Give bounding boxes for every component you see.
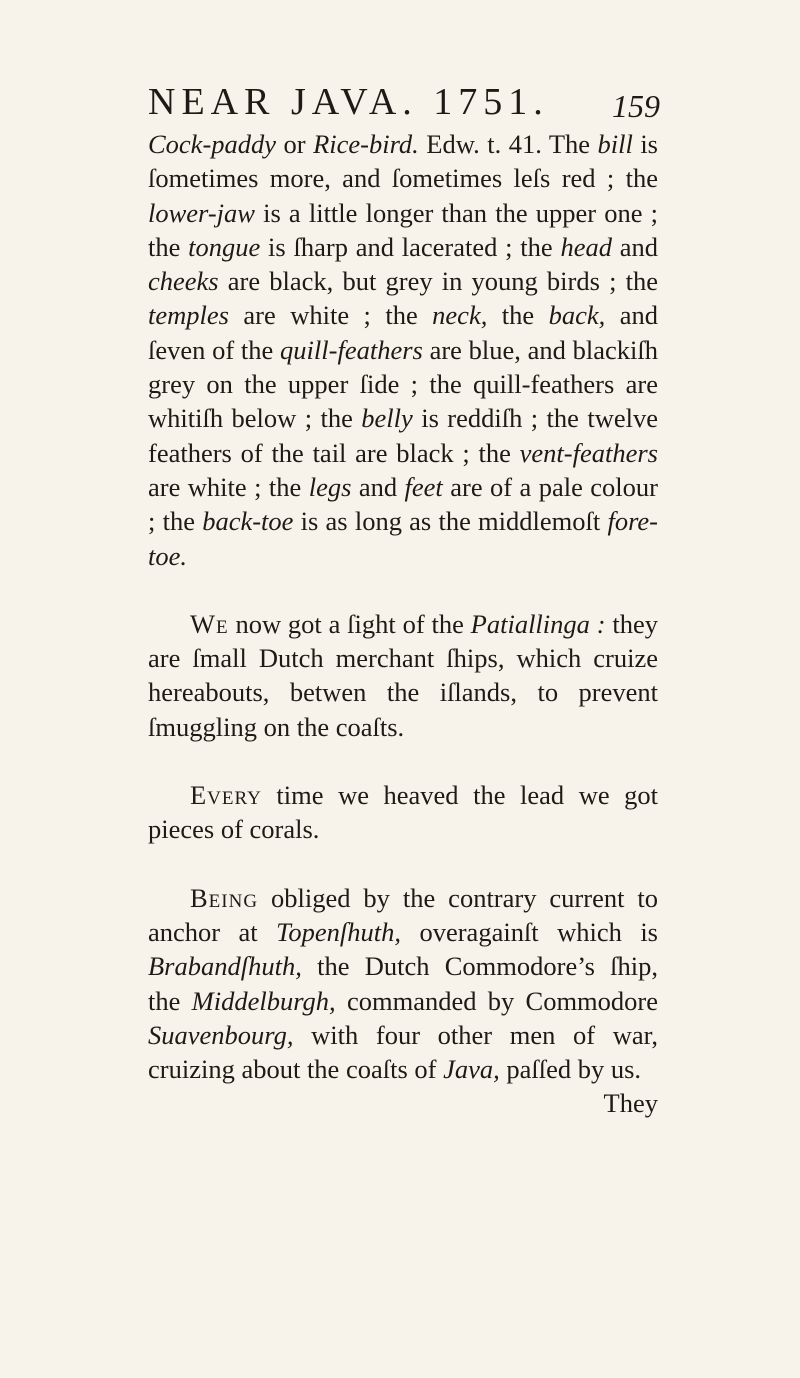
place-java: Java,	[443, 1054, 500, 1085]
text-span: commanded by Commodore	[335, 985, 659, 1016]
term-feet: feet	[404, 471, 443, 502]
term-neck: neck,	[432, 300, 488, 331]
paragraph-anchor	[148, 881, 658, 1087]
text-span: is ſometimes more, and ſometimes leſs red ; the	[148, 129, 658, 194]
term-back-toe: back-toe	[202, 506, 294, 537]
term-head: head	[560, 231, 612, 262]
paragraph-patiallinga	[148, 607, 658, 744]
text-span: the	[487, 300, 549, 331]
text-span: is as long as the middlemoſt	[293, 506, 608, 537]
text-span: paſſed by us.	[499, 1054, 642, 1085]
text-span: is reddiſh ; the twelve feathers of the tail are black ; the	[148, 403, 658, 468]
term-quill-feathers: quill-feathers	[280, 334, 423, 365]
bird-name-alt: Rice-bird.	[313, 129, 419, 159]
page-header	[148, 80, 660, 124]
text-span: now got a ſight of the	[228, 608, 471, 639]
text-span: are blue, and blackiſh grey on the upper ſide ; the quill-feathers are whitiſh below ; the	[148, 334, 658, 434]
text-span: overagainſt which is	[401, 916, 658, 947]
term-belly: belly	[361, 403, 413, 434]
paragraph-description	[148, 127, 658, 573]
text-span: is a little longer than the upper one ; the	[148, 197, 658, 262]
text-span: obliged by the contrary current to anchor at	[148, 882, 658, 947]
small-caps-lead: Every	[190, 780, 262, 811]
page-number: 159	[612, 88, 660, 124]
text-span: with four other men of war, cruizing about the coaſts of	[148, 1019, 658, 1085]
paragraph-gap	[148, 573, 658, 607]
text-span: the Dutch Commodore’s ſhip, the	[148, 951, 658, 1016]
text-span: or	[276, 129, 314, 159]
paragraph-gap	[148, 744, 658, 778]
text-span: and	[611, 231, 659, 262]
term-bill: bill	[597, 129, 633, 159]
term-patiallinga: Patiallinga :	[470, 608, 606, 639]
ship-middelburgh: Middelburgh,	[191, 985, 336, 1016]
term-lower-jaw: lower-jaw	[148, 197, 255, 228]
running-head: NEAR JAVA. 1751.	[148, 81, 549, 123]
bird-name: Cock-paddy	[148, 129, 277, 159]
term-cheeks: cheeks	[148, 266, 219, 297]
small-caps-lead: Being	[190, 882, 259, 913]
body-text	[148, 127, 658, 1121]
text-span: are black, but grey in young birds ; the	[218, 266, 658, 297]
text-span: are white ; the	[148, 471, 309, 502]
term-tongue: tongue	[188, 231, 261, 262]
term-fore-toe: fore-toe.	[148, 506, 658, 571]
paragraph-gap	[148, 847, 658, 881]
paragraph-corals	[148, 778, 658, 847]
term-legs: legs	[308, 471, 352, 502]
catchword: They	[603, 1088, 658, 1119]
term-back: back,	[548, 300, 606, 331]
term-vent-feathers: vent-feathers	[519, 437, 658, 468]
text-span: Edw. t. 41. The	[418, 129, 598, 159]
term-temples: temples	[148, 300, 229, 331]
text-span: is ſharp and lacerated ; the	[260, 231, 561, 262]
person-suavenbourg: Suavenbourg,	[148, 1019, 294, 1050]
text-span: they are ſmall Dutch merchant ſhips, which cruize hereabouts, betwen the iſlands, to prevent ſmuggling on the coaſts.	[148, 608, 659, 742]
text-span: are of a pale colour ; the	[148, 471, 658, 537]
text-span: and	[351, 471, 405, 502]
place-topenshuth: Topenſhuth,	[276, 916, 402, 947]
place-brabandshuth: Brabandſhuth,	[148, 951, 302, 982]
text-span: time we heaved the lead we got pieces of corals.	[148, 780, 658, 845]
text-span: are white ; the	[228, 300, 433, 331]
text-span: and ſeven of the	[148, 300, 658, 365]
small-caps-lead: We	[190, 608, 229, 639]
